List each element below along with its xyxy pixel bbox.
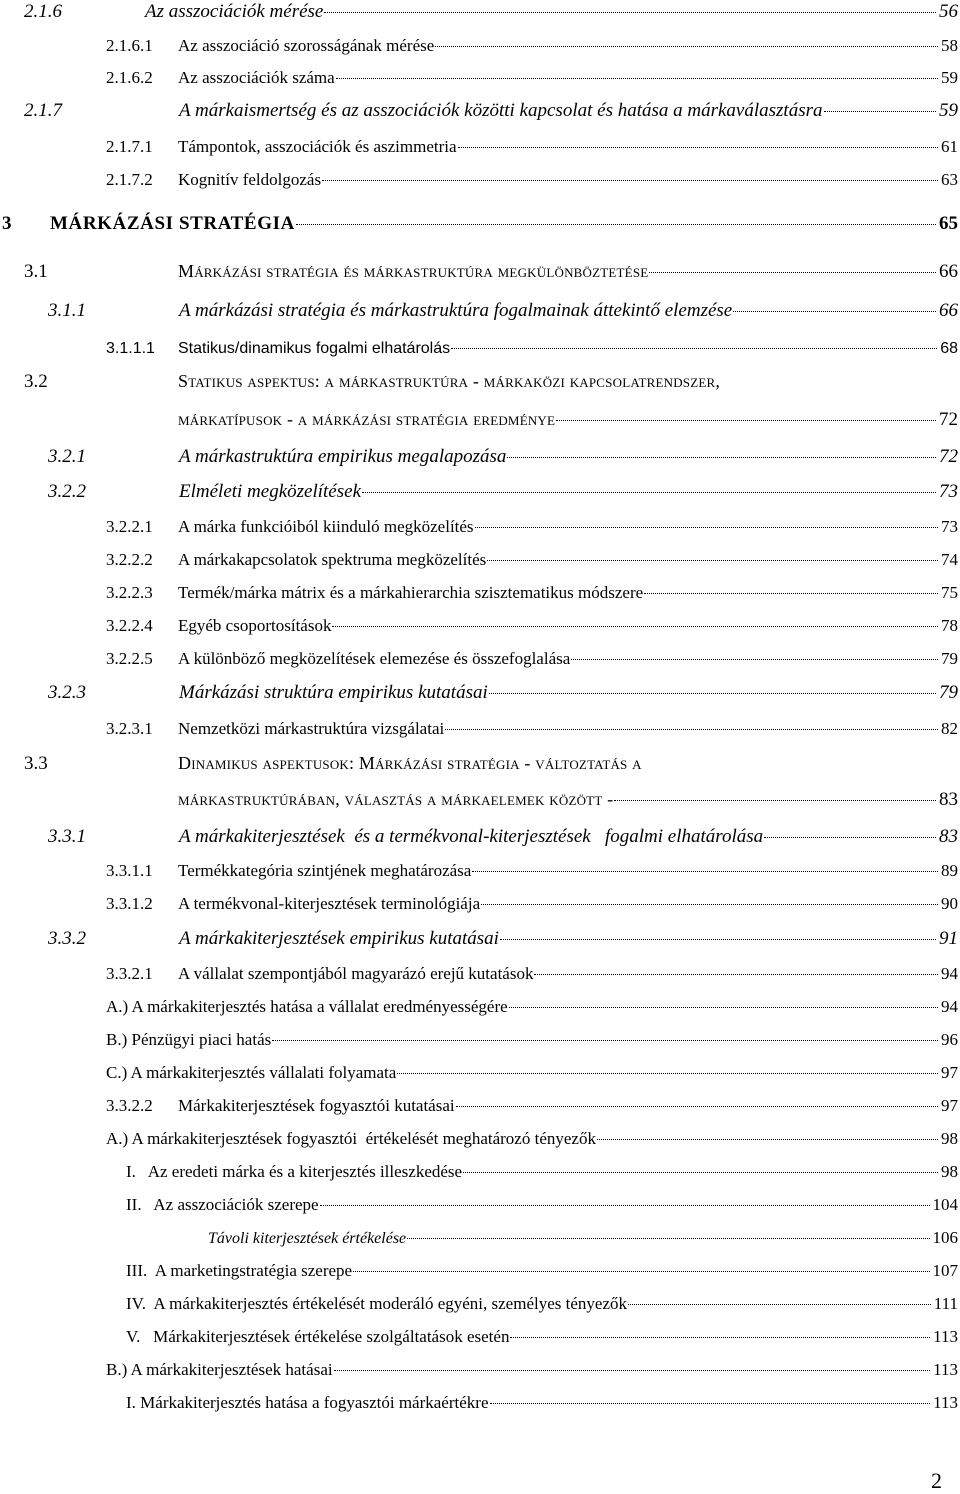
toc-number: 3.3.1.2 (106, 894, 153, 913)
dot-leader (824, 111, 937, 112)
toc-page-number: 83 (939, 789, 958, 810)
toc-page-number: 83 (939, 826, 958, 847)
dot-leader (322, 180, 938, 181)
toc-entry[interactable] (0, 617, 960, 636)
toc-title: Márkázási struktúra empirikus kutatásai (179, 682, 488, 703)
toc-title: Márkázási stratégia és márkastruktúra megkülönböztetése (178, 261, 649, 281)
dot-leader (362, 492, 936, 493)
toc-entry[interactable] (0, 1328, 960, 1347)
toc-page-number: 96 (941, 1030, 958, 1049)
toc-entry[interactable] (0, 518, 960, 537)
dot-leader (397, 1073, 938, 1074)
toc-page-number: 89 (941, 861, 958, 880)
toc-page-number: 98 (941, 1129, 958, 1148)
toc-number: 2.1.6.1 (106, 36, 153, 55)
toc-title: A márkaismertség és az asszociációk közötti kapcsolat és hatása a márkaválasztásra (179, 100, 823, 121)
toc-page-number: 65 (939, 213, 958, 234)
toc-title: A termékvonal-kiterjesztések terminológiája (178, 894, 481, 913)
toc-page-number: 59 (939, 100, 958, 121)
toc-page-number: 59 (941, 68, 958, 87)
toc-title: Egyéb csoportosítások (178, 616, 332, 635)
toc-entry[interactable] (0, 1130, 960, 1149)
toc-entry[interactable] (0, 372, 960, 393)
toc-entry[interactable] (0, 138, 960, 157)
toc-page-number: 73 (939, 481, 958, 502)
toc-entry[interactable] (0, 895, 960, 914)
toc-number: 3 (2, 213, 12, 234)
toc-entry[interactable] (0, 301, 960, 322)
toc-entry[interactable] (0, 998, 960, 1017)
toc-title: Elméleti megközelítések (179, 481, 362, 502)
dot-leader (489, 693, 936, 694)
toc-title: Távoli kiterjesztések értékelése (208, 1230, 407, 1247)
dot-leader (507, 457, 936, 458)
toc-number: 3.2.2.4 (106, 616, 153, 635)
toc-number: 3.1.1.1 (106, 340, 155, 357)
toc-entry[interactable] (0, 929, 960, 950)
toc-number: 3.3.1 (48, 826, 86, 847)
toc-page-number: 94 (941, 964, 958, 983)
toc-page-number: 75 (941, 583, 958, 602)
toc-page-number: 97 (941, 1096, 958, 1115)
toc-entry[interactable] (0, 862, 960, 881)
dot-leader (509, 1007, 938, 1008)
toc-number: 3.2.3 (48, 682, 86, 703)
toc-title: A.) A márkakiterjesztések fogyasztói értékelését meghatározó tényezők (106, 1129, 596, 1148)
toc-title: I. Az eredeti márka és a kiterjesztés illeszkedése (126, 1162, 463, 1181)
dot-leader (336, 78, 938, 79)
toc-page-number: 94 (941, 997, 958, 1016)
toc-entry[interactable] (0, 650, 960, 669)
toc-title: A márkakapcsolatok spektruma megközelítés (178, 550, 487, 569)
dot-leader (644, 593, 938, 594)
toc-number: 3.3.2 (48, 928, 86, 949)
toc-page-number: 113 (933, 1360, 958, 1379)
dot-leader (334, 1370, 931, 1371)
toc-page-number: 61 (941, 137, 958, 156)
toc-number: 3.1 (24, 261, 48, 282)
toc-title: C.) A márkakiterjesztés vállalati folyamata (106, 1063, 397, 1082)
dot-leader (458, 147, 938, 148)
toc-title: Statikus/dinamikus fogalmi elhatárolás (178, 340, 451, 357)
toc-title: márkatípusok - a márkázási stratégia eredménye (178, 409, 556, 429)
toc-entry[interactable] (0, 101, 960, 122)
toc-title: A vállalat szempontjából magyarázó erejű kutatások (178, 964, 534, 983)
toc-entry[interactable] (0, 1295, 960, 1314)
dot-leader (272, 1040, 938, 1041)
toc-number: 3.2.2.5 (106, 649, 153, 668)
toc-entry-continuation[interactable] (0, 410, 960, 431)
toc-title: Az asszociációk mérése (145, 1, 324, 22)
toc-title: A márkázási stratégia és márkastruktúra fogalmainak áttekintő elemzése (179, 300, 733, 321)
dot-leader (445, 729, 938, 730)
dot-leader (435, 46, 938, 47)
toc-page-number: 78 (941, 616, 958, 635)
toc-entry[interactable] (0, 827, 960, 848)
toc-page-number: 90 (941, 894, 958, 913)
toc-page-number: 72 (939, 409, 958, 430)
toc-title: Statikus aspektus: a márkastruktúra - márkaközi kapcsolatrendszer, (178, 371, 721, 391)
page-number: 2 (931, 1468, 942, 1493)
dot-leader (534, 974, 938, 975)
toc-entry[interactable] (0, 1163, 960, 1182)
toc-title: Az asszociációk száma (178, 68, 335, 87)
toc-entry[interactable] (0, 69, 960, 88)
toc-number: 3.2.1 (48, 446, 86, 467)
toc-entry[interactable] (0, 1031, 960, 1050)
toc-title: MÁRKÁZÁSI STRATÉGIA (50, 213, 295, 234)
toc-page-number: 97 (941, 1063, 958, 1082)
toc-title: Támpontok, asszociációk és aszimmetria (178, 137, 457, 156)
toc-entry[interactable] (0, 683, 960, 704)
dot-leader (571, 659, 938, 660)
toc-page-number: 104 (932, 1195, 958, 1214)
toc-page-number: 107 (932, 1261, 958, 1280)
toc-title: III. A marketingstratégia szerepe (126, 1261, 353, 1280)
toc-entry[interactable] (0, 340, 960, 358)
dot-leader (490, 1403, 931, 1404)
toc-page-number: 73 (941, 517, 958, 536)
toc-entry[interactable] (0, 482, 960, 503)
toc-title: Dinamikus aspektusok: Márkázási stratégia - változtatás a (178, 753, 642, 773)
toc-entry[interactable] (0, 965, 960, 984)
dot-leader (475, 527, 938, 528)
toc-title: A márka funkcióiból kiinduló megközelítés (178, 517, 474, 536)
toc-number: 3.3.2.1 (106, 964, 153, 983)
toc-number: 3.2.3.1 (106, 719, 153, 738)
toc-entry[interactable] (0, 1394, 960, 1413)
toc-title: A márkastruktúra empirikus megalapozása (179, 446, 507, 467)
toc-entry[interactable] (0, 754, 960, 775)
toc-entry[interactable] (0, 1262, 960, 1281)
toc-title: II. Az asszociációk szerepe (126, 1195, 319, 1214)
dot-leader (500, 939, 936, 940)
toc-number: 2.1.7.1 (106, 137, 153, 156)
dot-leader (456, 1106, 938, 1107)
toc-number: 2.1.6 (24, 1, 62, 22)
toc-title: Termék/márka mátrix és a márkahierarchia szisztematikus módszere (178, 583, 644, 602)
toc-page-number: 111 (933, 1294, 958, 1313)
toc-title: márkastruktúrában, választás a márkaelemek között - (178, 789, 614, 809)
toc-entry[interactable] (0, 1097, 960, 1116)
toc-page-number: 79 (941, 649, 958, 668)
dot-leader (764, 837, 936, 838)
dot-leader (649, 272, 936, 273)
toc-page-number: 63 (941, 170, 958, 189)
dot-leader (320, 1205, 930, 1206)
toc-number: 2.1.7 (24, 100, 62, 121)
toc-entry[interactable] (0, 720, 960, 739)
toc-entry[interactable] (0, 551, 960, 570)
toc-title: A márkakiterjesztések empirikus kutatásai (179, 928, 499, 949)
toc-number: 3.2 (24, 371, 48, 392)
dot-leader (733, 311, 936, 312)
toc-entry[interactable] (0, 37, 960, 56)
toc-entry[interactable] (0, 1361, 960, 1380)
dot-leader (324, 12, 936, 13)
toc-number: 3.3 (24, 753, 48, 774)
toc-title: A.) A márkakiterjesztés hatása a vállalat eredményességére (106, 997, 508, 1016)
dot-leader (487, 560, 938, 561)
toc-number: 2.1.7.2 (106, 170, 153, 189)
dot-leader (463, 1172, 938, 1173)
toc-title: V. Márkakiterjesztések értékelése szolgáltatások esetén (126, 1327, 510, 1346)
toc-title: IV. A márkakiterjesztés értékelését moderáló egyéni, személyes tényezők (126, 1294, 627, 1313)
dot-leader (614, 800, 936, 801)
toc-page-number: 82 (941, 719, 958, 738)
dot-leader (628, 1304, 931, 1305)
toc-title: Kognitív feldolgozás (178, 170, 322, 189)
dot-leader (353, 1271, 929, 1272)
toc-number: 3.2.2 (48, 481, 86, 502)
toc-page-number: 68 (940, 340, 958, 357)
dot-leader (407, 1238, 929, 1239)
toc-page-number: 113 (933, 1393, 958, 1412)
toc-title: B.) A márkakiterjesztések hatásai (106, 1360, 333, 1379)
toc-page-number: 79 (939, 682, 958, 703)
toc-title: Termékkategória szintjének meghatározása (178, 861, 472, 880)
toc-page-number: 91 (939, 928, 958, 949)
toc-entry[interactable] (0, 1196, 960, 1215)
toc-title: I. Márkakiterjesztés hatása a fogyasztói márkaértékre (126, 1393, 489, 1412)
dot-leader (510, 1337, 930, 1338)
toc-title: Márkakiterjesztések fogyasztói kutatásai (178, 1096, 455, 1115)
toc-entry[interactable] (0, 1229, 960, 1248)
toc-number: 3.3.2.2 (106, 1096, 153, 1115)
toc-page-number: 58 (941, 36, 958, 55)
dot-leader (597, 1139, 938, 1140)
toc-title: Nemzetközi márkastruktúra vizsgálatai (178, 719, 445, 738)
toc-number: 2.1.6.2 (106, 68, 153, 87)
dot-leader (332, 626, 938, 627)
toc-page-number: 98 (941, 1162, 958, 1181)
toc-entry-continuation[interactable] (0, 790, 960, 811)
toc-number: 3.2.2.1 (106, 517, 153, 536)
toc-entry[interactable] (0, 171, 960, 190)
dot-leader (296, 224, 936, 225)
toc-entry[interactable] (0, 447, 960, 468)
dot-leader (556, 420, 936, 421)
toc-number: 3.3.1.1 (106, 861, 153, 880)
dot-leader (451, 348, 937, 349)
toc-entry[interactable] (0, 2, 960, 23)
toc-entry[interactable] (0, 584, 960, 603)
toc-number: 3.2.2.3 (106, 583, 153, 602)
toc-number: 3.1.1 (48, 300, 86, 321)
toc-page-number: 56 (939, 1, 958, 22)
toc-entry[interactable] (0, 1064, 960, 1083)
toc-page-number: 72 (939, 446, 958, 467)
toc-page-number: 66 (939, 300, 958, 321)
toc-entry[interactable] (0, 214, 960, 235)
toc-number: 3.2.2.2 (106, 550, 153, 569)
toc-title: Az asszociáció szorosságának mérése (178, 36, 435, 55)
toc-entry[interactable] (0, 262, 960, 283)
toc-page-number: 106 (932, 1228, 958, 1247)
toc-title: A márkakiterjesztések és a termékvonal-kiterjesztések fogalmi elhatárolása (179, 826, 764, 847)
toc-title: A különböző megközelítések elemezése és összefoglalása (178, 649, 571, 668)
toc-page-number: 113 (933, 1327, 958, 1346)
dot-leader (481, 904, 938, 905)
dot-leader (472, 871, 938, 872)
toc-page-number: 66 (939, 261, 958, 282)
toc-title: B.) Pénzügyi piaci hatás (106, 1030, 272, 1049)
toc-page-number: 74 (941, 550, 958, 569)
